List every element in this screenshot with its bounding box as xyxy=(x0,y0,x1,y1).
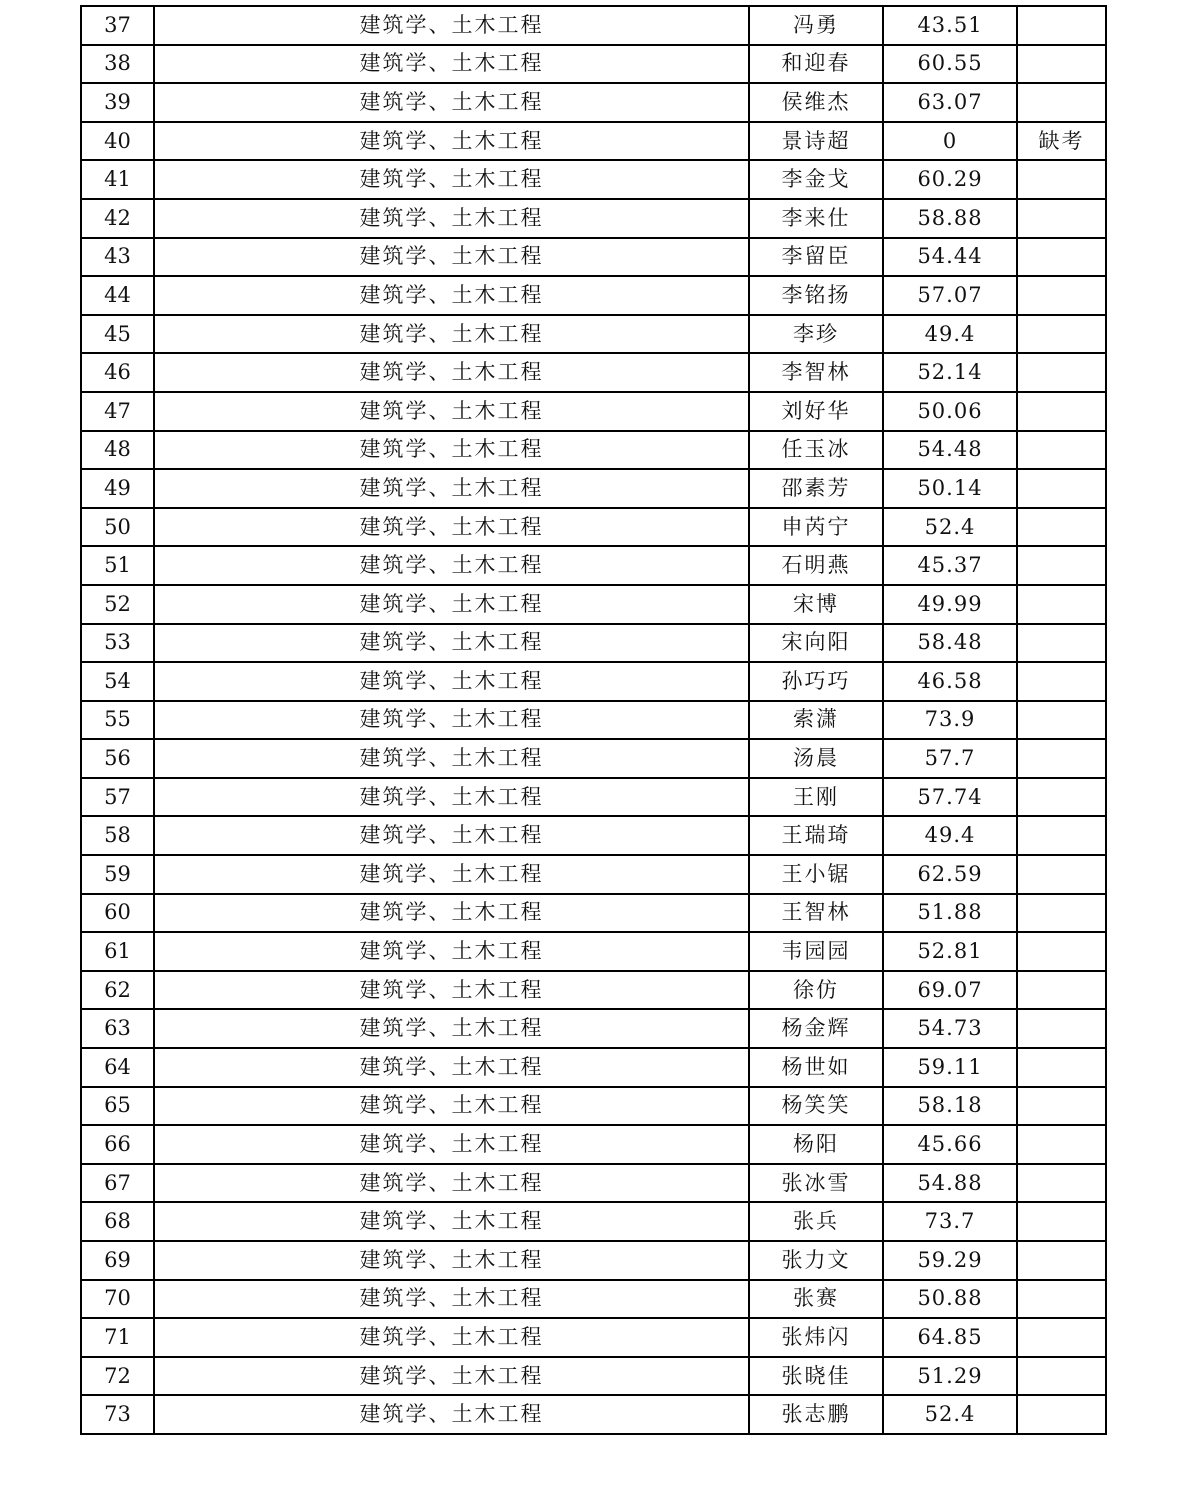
student-name-cell: 王小锯 xyxy=(749,855,883,894)
table-row xyxy=(81,932,1106,971)
table-row xyxy=(81,894,1106,933)
table-row xyxy=(81,6,1106,45)
row-number-cell: 68 xyxy=(81,1202,154,1241)
remark-cell xyxy=(1017,1087,1106,1126)
row-number-cell: 65 xyxy=(81,1087,154,1126)
score-cell: 58.48 xyxy=(883,624,1017,663)
table-row xyxy=(81,1280,1106,1319)
row-number-cell: 66 xyxy=(81,1125,154,1164)
student-name-cell: 张力文 xyxy=(749,1241,883,1280)
table-row xyxy=(81,1318,1106,1357)
score-cell: 45.37 xyxy=(883,546,1017,585)
score-cell: 54.48 xyxy=(883,431,1017,470)
major-cell: 建筑学、土木工程 xyxy=(154,1009,749,1048)
row-number-cell: 59 xyxy=(81,855,154,894)
row-number-cell: 41 xyxy=(81,160,154,199)
major-cell: 建筑学、土木工程 xyxy=(154,662,749,701)
student-name-cell: 汤晨 xyxy=(749,739,883,778)
table-row xyxy=(81,1241,1106,1280)
major-cell: 建筑学、土木工程 xyxy=(154,894,749,933)
row-number-cell: 50 xyxy=(81,508,154,547)
remark-cell xyxy=(1017,431,1106,470)
major-cell: 建筑学、土木工程 xyxy=(154,971,749,1010)
table-row xyxy=(81,122,1106,161)
major-cell: 建筑学、土木工程 xyxy=(154,546,749,585)
row-number-cell: 43 xyxy=(81,238,154,277)
student-name-cell: 任玉冰 xyxy=(749,431,883,470)
score-cell: 59.29 xyxy=(883,1241,1017,1280)
major-cell: 建筑学、土木工程 xyxy=(154,932,749,971)
row-number-cell: 54 xyxy=(81,662,154,701)
remark-cell xyxy=(1017,238,1106,277)
remark-cell xyxy=(1017,816,1106,855)
row-number-cell: 57 xyxy=(81,778,154,817)
remark-cell xyxy=(1017,1125,1106,1164)
remark-cell xyxy=(1017,932,1106,971)
score-cell: 69.07 xyxy=(883,971,1017,1010)
table-row xyxy=(81,1395,1106,1434)
student-name-cell: 李铭扬 xyxy=(749,276,883,315)
row-number-cell: 39 xyxy=(81,83,154,122)
student-name-cell: 景诗超 xyxy=(749,122,883,161)
remark-cell: 缺考 xyxy=(1017,122,1106,161)
table-row xyxy=(81,816,1106,855)
student-name-cell: 杨笑笑 xyxy=(749,1087,883,1126)
remark-cell xyxy=(1017,894,1106,933)
student-name-cell: 韦园园 xyxy=(749,932,883,971)
table-row xyxy=(81,1087,1106,1126)
major-cell: 建筑学、土木工程 xyxy=(154,1048,749,1087)
major-cell: 建筑学、土木工程 xyxy=(154,83,749,122)
major-cell: 建筑学、土木工程 xyxy=(154,1202,749,1241)
student-name-cell: 李智林 xyxy=(749,353,883,392)
table-row xyxy=(81,971,1106,1010)
row-number-cell: 70 xyxy=(81,1280,154,1319)
table-row xyxy=(81,353,1106,392)
remark-cell xyxy=(1017,1164,1106,1203)
row-number-cell: 45 xyxy=(81,315,154,354)
score-cell: 50.14 xyxy=(883,469,1017,508)
table-row xyxy=(81,160,1106,199)
row-number-cell: 42 xyxy=(81,199,154,238)
table-row xyxy=(81,83,1106,122)
score-cell: 57.7 xyxy=(883,739,1017,778)
table-row xyxy=(81,624,1106,663)
student-name-cell: 张赛 xyxy=(749,1280,883,1319)
student-name-cell: 李珍 xyxy=(749,315,883,354)
remark-cell xyxy=(1017,276,1106,315)
student-name-cell: 李留臣 xyxy=(749,238,883,277)
student-name-cell: 宋向阳 xyxy=(749,624,883,663)
score-cell: 52.4 xyxy=(883,1395,1017,1434)
score-cell: 51.29 xyxy=(883,1357,1017,1396)
student-name-cell: 邵素芳 xyxy=(749,469,883,508)
remark-cell xyxy=(1017,585,1106,624)
student-name-cell: 宋博 xyxy=(749,585,883,624)
remark-cell xyxy=(1017,1048,1106,1087)
major-cell: 建筑学、土木工程 xyxy=(154,1164,749,1203)
student-name-cell: 王智林 xyxy=(749,894,883,933)
remark-cell xyxy=(1017,199,1106,238)
score-cell: 58.18 xyxy=(883,1087,1017,1126)
student-name-cell: 杨金辉 xyxy=(749,1009,883,1048)
row-number-cell: 44 xyxy=(81,276,154,315)
major-cell: 建筑学、土木工程 xyxy=(154,276,749,315)
score-cell: 52.14 xyxy=(883,353,1017,392)
row-number-cell: 48 xyxy=(81,431,154,470)
major-cell: 建筑学、土木工程 xyxy=(154,238,749,277)
score-cell: 49.4 xyxy=(883,816,1017,855)
row-number-cell: 67 xyxy=(81,1164,154,1203)
remark-cell xyxy=(1017,739,1106,778)
student-name-cell: 刘好华 xyxy=(749,392,883,431)
row-number-cell: 40 xyxy=(81,122,154,161)
score-cell: 60.55 xyxy=(883,45,1017,84)
row-number-cell: 69 xyxy=(81,1241,154,1280)
student-name-cell: 石明燕 xyxy=(749,546,883,585)
score-cell: 50.88 xyxy=(883,1280,1017,1319)
table-row xyxy=(81,315,1106,354)
major-cell: 建筑学、土木工程 xyxy=(154,45,749,84)
score-cell: 52.81 xyxy=(883,932,1017,971)
row-number-cell: 37 xyxy=(81,6,154,45)
major-cell: 建筑学、土木工程 xyxy=(154,1241,749,1280)
score-cell: 50.06 xyxy=(883,392,1017,431)
score-cell: 73.9 xyxy=(883,701,1017,740)
score-cell: 51.88 xyxy=(883,894,1017,933)
score-cell: 58.88 xyxy=(883,199,1017,238)
student-name-cell: 杨阳 xyxy=(749,1125,883,1164)
remark-cell xyxy=(1017,353,1106,392)
remark-cell xyxy=(1017,469,1106,508)
major-cell: 建筑学、土木工程 xyxy=(154,778,749,817)
table-row xyxy=(81,1125,1106,1164)
major-cell: 建筑学、土木工程 xyxy=(154,315,749,354)
table-row xyxy=(81,199,1106,238)
score-cell: 54.73 xyxy=(883,1009,1017,1048)
remark-cell xyxy=(1017,1009,1106,1048)
remark-cell xyxy=(1017,315,1106,354)
score-cell: 73.7 xyxy=(883,1202,1017,1241)
remark-cell xyxy=(1017,1241,1106,1280)
student-name-cell: 侯维杰 xyxy=(749,83,883,122)
score-cell: 45.66 xyxy=(883,1125,1017,1164)
table-row xyxy=(81,469,1106,508)
row-number-cell: 63 xyxy=(81,1009,154,1048)
row-number-cell: 49 xyxy=(81,469,154,508)
score-cell: 62.59 xyxy=(883,855,1017,894)
major-cell: 建筑学、土木工程 xyxy=(154,624,749,663)
remark-cell xyxy=(1017,778,1106,817)
remark-cell xyxy=(1017,1395,1106,1434)
row-number-cell: 62 xyxy=(81,971,154,1010)
remark-cell xyxy=(1017,1202,1106,1241)
table-row xyxy=(81,431,1106,470)
major-cell: 建筑学、土木工程 xyxy=(154,122,749,161)
score-cell: 63.07 xyxy=(883,83,1017,122)
row-number-cell: 55 xyxy=(81,701,154,740)
table-row xyxy=(81,662,1106,701)
major-cell: 建筑学、土木工程 xyxy=(154,1395,749,1434)
score-cell: 64.85 xyxy=(883,1318,1017,1357)
score-cell: 57.07 xyxy=(883,276,1017,315)
remark-cell xyxy=(1017,392,1106,431)
score-cell: 43.51 xyxy=(883,6,1017,45)
score-cell: 60.29 xyxy=(883,160,1017,199)
student-name-cell: 冯勇 xyxy=(749,6,883,45)
major-cell: 建筑学、土木工程 xyxy=(154,392,749,431)
remark-cell xyxy=(1017,1280,1106,1319)
table-row xyxy=(81,392,1106,431)
remark-cell xyxy=(1017,1318,1106,1357)
row-number-cell: 73 xyxy=(81,1395,154,1434)
major-cell: 建筑学、土木工程 xyxy=(154,1087,749,1126)
student-name-cell: 和迎春 xyxy=(749,45,883,84)
remark-cell xyxy=(1017,855,1106,894)
student-name-cell: 李来仕 xyxy=(749,199,883,238)
table-row xyxy=(81,739,1106,778)
major-cell: 建筑学、土木工程 xyxy=(154,1357,749,1396)
major-cell: 建筑学、土木工程 xyxy=(154,160,749,199)
major-cell: 建筑学、土木工程 xyxy=(154,508,749,547)
major-cell: 建筑学、土木工程 xyxy=(154,199,749,238)
major-cell: 建筑学、土木工程 xyxy=(154,1318,749,1357)
remark-cell xyxy=(1017,624,1106,663)
table-row xyxy=(81,701,1106,740)
student-name-cell: 王瑞琦 xyxy=(749,816,883,855)
score-cell: 46.58 xyxy=(883,662,1017,701)
score-cell: 54.44 xyxy=(883,238,1017,277)
remark-cell xyxy=(1017,45,1106,84)
row-number-cell: 46 xyxy=(81,353,154,392)
score-table xyxy=(80,5,1107,1435)
student-name-cell: 李金戈 xyxy=(749,160,883,199)
row-number-cell: 71 xyxy=(81,1318,154,1357)
row-number-cell: 52 xyxy=(81,585,154,624)
table-body xyxy=(81,6,1106,1434)
major-cell: 建筑学、土木工程 xyxy=(154,816,749,855)
row-number-cell: 58 xyxy=(81,816,154,855)
table-row xyxy=(81,855,1106,894)
student-name-cell: 张晓佳 xyxy=(749,1357,883,1396)
student-name-cell: 孙巧巧 xyxy=(749,662,883,701)
remark-cell xyxy=(1017,701,1106,740)
remark-cell xyxy=(1017,508,1106,547)
major-cell: 建筑学、土木工程 xyxy=(154,469,749,508)
table-row xyxy=(81,778,1106,817)
table-row xyxy=(81,276,1106,315)
student-name-cell: 张炜闪 xyxy=(749,1318,883,1357)
score-cell: 57.74 xyxy=(883,778,1017,817)
student-name-cell: 徐仿 xyxy=(749,971,883,1010)
student-name-cell: 王刚 xyxy=(749,778,883,817)
student-name-cell: 杨世如 xyxy=(749,1048,883,1087)
row-number-cell: 53 xyxy=(81,624,154,663)
table-row xyxy=(81,1164,1106,1203)
remark-cell xyxy=(1017,83,1106,122)
table-row xyxy=(81,45,1106,84)
remark-cell xyxy=(1017,971,1106,1010)
major-cell: 建筑学、土木工程 xyxy=(154,739,749,778)
score-cell: 54.88 xyxy=(883,1164,1017,1203)
score-cell: 0 xyxy=(883,122,1017,161)
major-cell: 建筑学、土木工程 xyxy=(154,431,749,470)
score-cell: 52.4 xyxy=(883,508,1017,547)
remark-cell xyxy=(1017,6,1106,45)
row-number-cell: 72 xyxy=(81,1357,154,1396)
major-cell: 建筑学、土木工程 xyxy=(154,855,749,894)
student-name-cell: 申芮宁 xyxy=(749,508,883,547)
student-name-cell: 张冰雪 xyxy=(749,1164,883,1203)
remark-cell xyxy=(1017,160,1106,199)
student-name-cell: 张兵 xyxy=(749,1202,883,1241)
major-cell: 建筑学、土木工程 xyxy=(154,353,749,392)
score-cell: 49.4 xyxy=(883,315,1017,354)
row-number-cell: 64 xyxy=(81,1048,154,1087)
major-cell: 建筑学、土木工程 xyxy=(154,1125,749,1164)
major-cell: 建筑学、土木工程 xyxy=(154,1280,749,1319)
remark-cell xyxy=(1017,546,1106,585)
table-row xyxy=(81,1009,1106,1048)
row-number-cell: 56 xyxy=(81,739,154,778)
student-name-cell: 索潇 xyxy=(749,701,883,740)
major-cell: 建筑学、土木工程 xyxy=(154,6,749,45)
row-number-cell: 61 xyxy=(81,932,154,971)
major-cell: 建筑学、土木工程 xyxy=(154,701,749,740)
table-row xyxy=(81,238,1106,277)
row-number-cell: 47 xyxy=(81,392,154,431)
remark-cell xyxy=(1017,1357,1106,1396)
score-cell: 59.11 xyxy=(883,1048,1017,1087)
student-name-cell: 张志鹏 xyxy=(749,1395,883,1434)
row-number-cell: 51 xyxy=(81,546,154,585)
score-cell: 49.99 xyxy=(883,585,1017,624)
major-cell: 建筑学、土木工程 xyxy=(154,585,749,624)
table-row xyxy=(81,1202,1106,1241)
table-row xyxy=(81,546,1106,585)
table-row xyxy=(81,1048,1106,1087)
row-number-cell: 38 xyxy=(81,45,154,84)
table-row xyxy=(81,1357,1106,1396)
table-row xyxy=(81,508,1106,547)
remark-cell xyxy=(1017,662,1106,701)
row-number-cell: 60 xyxy=(81,894,154,933)
table-row xyxy=(81,585,1106,624)
